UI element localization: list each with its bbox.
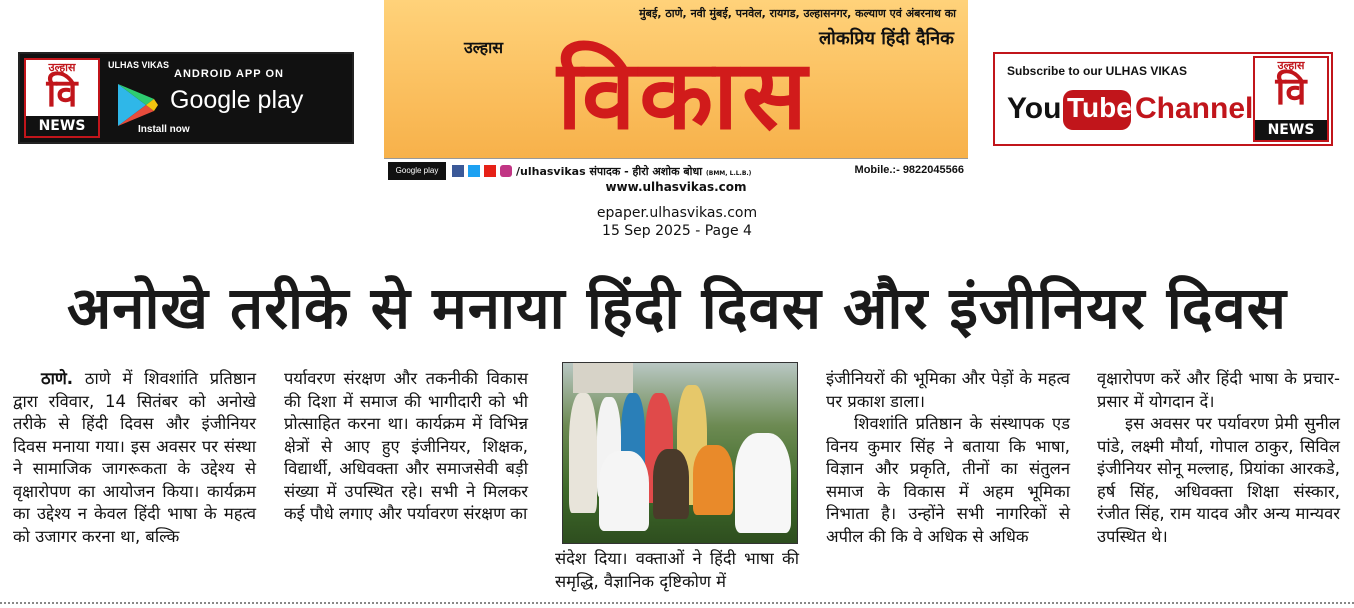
social-handle-text: /ulhasvikas संपादक - हीरो अशोक बोधा: [516, 165, 703, 178]
twitter-icon[interactable]: [468, 165, 480, 177]
article-column-1: [13, 368, 256, 548]
editor-degree: (BMM, L.L.B.): [706, 170, 752, 177]
subscribe-text: Subscribe to our ULHAS VIKAS: [1007, 64, 1188, 78]
column-4-paragraph-2: शिवशांति प्रतिष्ठान के संस्थापक एड विनय कुमार सिंह ने बताया कि भाषा, विज्ञान और प्रकृति, तीनों का संतुलन समाज के विकास में अहम भूमिका निभाता है। उन्होंने सभी नागरिकों से अपील की कि वे अधिक से अधिक: [826, 414, 1070, 546]
google-play-badge[interactable]: Google play: [388, 162, 446, 180]
logo-news-label: NEWS: [26, 116, 98, 136]
epaper-info: [0, 204, 1354, 240]
logo-letter: वि: [46, 71, 78, 115]
youtube-tube-text: Tube: [1067, 92, 1132, 123]
column-1-text: ठाणे में शिवशांति प्रतिष्ठान द्वारा रविवार, 14 सितंबर को अनोखे तरीके से हिंदी दिवस और इंजीनियर दिवस मनाया गया। इस अवसर पर संस्था ने सामाजिक जागरूकता के उद्देश्य से वृक्षारोपण का आयोजन किया। कार्यक्रम का उद्देश्य न केवल हिंदी भाषा के महत्व को उजागर करना था, बल्कि: [13, 369, 256, 546]
youtube-you-text: You: [1007, 92, 1062, 125]
masthead-ulhas: उल्हास: [464, 38, 504, 57]
column-5-paragraph-1: वृक्षारोपण करें और हिंदी भाषा के प्रचार-प्रसार में योगदान दें।: [1097, 369, 1340, 411]
website-url[interactable]: www.ulhasvikas.com: [605, 180, 747, 194]
photo-person: [569, 393, 597, 513]
column-5-paragraph-2: इस अवसर पर पर्यावरण प्रेमी सुनील पांडे, लक्ष्मी मौर्या, गोपाल ठाकुर, सिविल इंजीनियर सोनू मल्लाह, प्रियांका आरकडे, हर्ष सिंह, अधिवक्ता शिक्षा संस्कार, रंजीत सिंह, राम यादव और अन्य मान्यवर उपस्थित थे।: [1097, 414, 1340, 546]
newspaper-masthead: [384, 0, 968, 194]
photo-person: [653, 449, 689, 519]
column-2-text: पर्यावरण संरक्षण और तकनीकी विकास की दिशा में समाज की भागीदारी को भी प्रोत्साहित करना था। कार्यक्रम में विभिन्न क्षेत्रों से आए हुए इंजीनियर, शिक्षक, विद्यार्थी, अधिवक्ता और समाजसेवी बड़ी संख्या में उपस्थित रहे। सभी ने मिलकर कई पौधे लगाए और पर्यावरण संरक्षण का: [284, 369, 528, 523]
logo-news-label-right: NEWS: [1255, 120, 1327, 140]
install-now-text: Install now: [138, 124, 190, 135]
column-3-text: संदेश दिया। वक्ताओं ने हिंदी भाषा की समृद्धि, वैज्ञानिक दृष्टिकोण में: [555, 549, 799, 591]
epaper-site[interactable]: epaper.ulhasvikas.com: [596, 205, 758, 221]
article-headline: अनोखे तरीके से मनाया हिंदी दिवस और इंजीनियर दिवस: [67, 274, 1287, 342]
logo-top-text: उल्हास: [48, 61, 76, 74]
youtube-channel-text: Channel: [1135, 92, 1254, 125]
android-app-ad[interactable]: [18, 52, 354, 144]
ulhas-vikas-news-logo-right: [1253, 56, 1329, 142]
article-column-4: [826, 368, 1070, 548]
column-4-paragraph-1: इंजीनियरों की भूमिका और पेड़ों के महत्व पर प्रकाश डाला।: [826, 369, 1070, 411]
google-play-text: Google play: [170, 86, 304, 114]
page-bottom-rule: [0, 602, 1354, 604]
youtube-channel-ad[interactable]: [993, 52, 1333, 146]
social-handle-editor: [516, 164, 751, 179]
facebook-icon[interactable]: [452, 165, 464, 177]
dateline: ठाणे.: [41, 369, 74, 388]
photo-person: [735, 433, 791, 533]
masthead-cities: मुंबई, ठाणे, नवी मुंबई, पनवेल, रायगड, उल्हासनगर, कल्याण एवं अंबरनाथ का: [639, 7, 956, 20]
masthead-banner: [384, 0, 968, 158]
article-column-5: [1097, 368, 1340, 548]
article-paragraph: [13, 368, 256, 548]
instagram-icon[interactable]: [500, 165, 512, 177]
photo-background-building: [573, 363, 633, 393]
logo-letter-right: वि: [1275, 69, 1307, 113]
logo-top-text-right: उल्हास: [1277, 59, 1305, 72]
photo-person: [599, 451, 649, 531]
google-play-icon: [116, 82, 160, 128]
masthead-title: विकास: [557, 39, 811, 151]
photo-person: [693, 445, 733, 515]
youtube-icon[interactable]: [484, 165, 496, 177]
event-photo: [562, 362, 798, 544]
ad-brand-name: ULHAS VIKAS: [108, 60, 170, 70]
epaper-date: 15 Sep 2025 - Page 4: [602, 223, 752, 239]
ad-android-text: ANDROID APP ON: [174, 68, 284, 80]
article-column-2: [284, 368, 528, 526]
youtube-tube-badge: [1063, 90, 1131, 130]
ulhas-vikas-news-logo: [24, 58, 100, 138]
mobile-number: Mobile.:- 9822045566: [854, 164, 964, 176]
masthead-tagline: लोकप्रिय हिंदी दैनिक: [818, 28, 954, 49]
article-column-3: [555, 548, 799, 593]
